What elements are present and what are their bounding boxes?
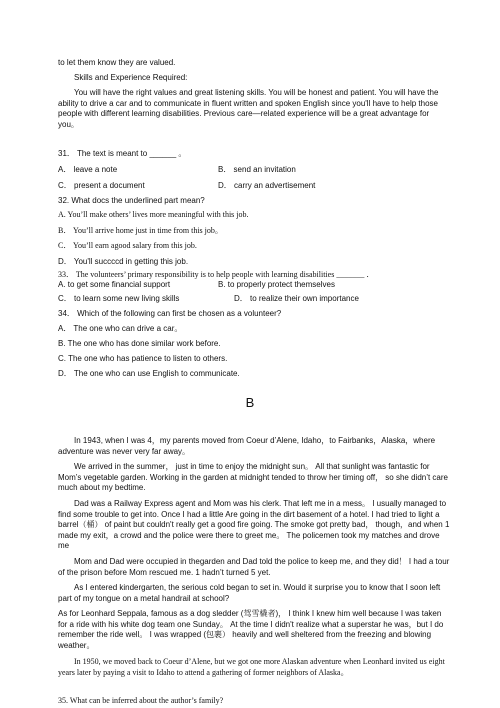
q31-option-a: A． leave a note <box>58 165 118 174</box>
q35-stem: 35. What can be inferred about the author’s family? <box>58 696 224 705</box>
q33-stem: 33． The volunteers’ primary responsibility is to help people with learning disabilities _______ ． <box>58 270 375 279</box>
q33-option-b: B. to properly protect themselves <box>218 280 335 289</box>
q31-option-c: C． present a document <box>58 181 145 190</box>
q33-option-d: D． to realize their own importance <box>234 294 359 303</box>
q34-option-a: A． The one who can drive a car。 <box>58 324 183 333</box>
passage-b-paragraph-3: Dad was a Railway Express agent and Mom was his clerk. That left me in a mess。 I usually managed to find some trouble to get into. Once I had a little Are going in the dirt basement of a hotel. I had tried to light a barrel（桶） of paint but couldn't really get a good fire going. The smoke got pretty bad， though，and when 1 made my exit，a crowd and the police were there to greet me。 The policemen took my matches and drove me <box>58 499 450 550</box>
intro-tail: to let them know they are valued. <box>58 58 176 67</box>
q31-option-b: B． send an invitation <box>218 165 296 174</box>
q32-option-d: D． You'll succccd in getting this job. <box>58 257 189 266</box>
q32-option-c: C． You’ll earn agood salary from this job. <box>58 241 197 250</box>
q32-option-a: A. You’ll make others’ lives more meaningful with this job. <box>58 210 249 219</box>
q32-stem: 32. What docs the underlined part mean? <box>58 196 205 205</box>
q34-option-b: B. The one who has done similar work before. <box>58 339 221 348</box>
q31-stem: 31． The text is meant to ______ 。 <box>58 149 187 158</box>
skills-heading: Skills and Experience Required: <box>74 73 188 82</box>
q34-stem: 34． Which of the following can first be chosen as a volunteer? <box>58 309 282 318</box>
q32-option-b: B． You’ll arrive home just in time from this job。 <box>58 226 223 235</box>
section-heading-b: B <box>245 395 255 410</box>
q33-option-c: C． to learn some new living skills <box>58 294 180 303</box>
q33-option-a: A. to get some financial support <box>58 280 171 289</box>
passage-b-paragraph-1: In 1943, when I was 4，my parents moved from Coeur d’Alene, Idaho，to Fairbanks，Alaska，where adventure was never very far away。 <box>58 436 436 456</box>
q34-option-c: C. The one who has patience to listen to others. <box>58 354 228 363</box>
q34-option-d: D． The one who can use English to communicate. <box>58 369 240 378</box>
passage-b-paragraph-5: As I entered kindergarten, the serious cold began to set in. Would it surprise you to know that I soon left part of my tongue on a metal handrail at school? <box>58 583 441 603</box>
passage-b-paragraph-2: We arrived in the summer， just in time to enjoy the midnight sun。 All that sunlight was fantastic for Mom’s vegetable garden. Working in the garden at midnight tended to throw her timing off， so she didn’t care much about my bedtime. <box>58 462 448 492</box>
passage-b-paragraph-7: In 1950, we moved back to Coeur d’Alene, but we got one more Alaskan adventure when Leonhard invited us eight years later by paying a visit to Idaho to attend a gathering of former neighbors of Alaska。 <box>58 657 445 677</box>
passage-b-paragraph-4: Mom and Dad were occupied in thegarden and Dad told the police to keep me, and they did！ I had a tour of the prison before Mom rescued me. 1 hadn’t turned 5 yet. <box>58 557 450 577</box>
skills-paragraph: You will have the right values and great listening skills. You will be honest and patient. You will have the ability to drive a car and to communicate in fluent written and spoken English since you'll have to help those people with different learning disabilities. Previous care—related experience will be a great advantage for you。 <box>58 88 439 129</box>
q31-option-d: D． carry an advertisement <box>218 181 316 190</box>
passage-b-paragraph-6: As for Leonhard Seppala, famous as a dog sledder (驾雪橇者)， I think I knew him well because I was taken for a ride with his white dog team one Sunday。 At the time I didn't realize what a superstar he was，but I do remember the ride well。 I was wrapped (包裹） heavily and well sheltered from the freezing and blowing weather。 <box>58 609 444 650</box>
